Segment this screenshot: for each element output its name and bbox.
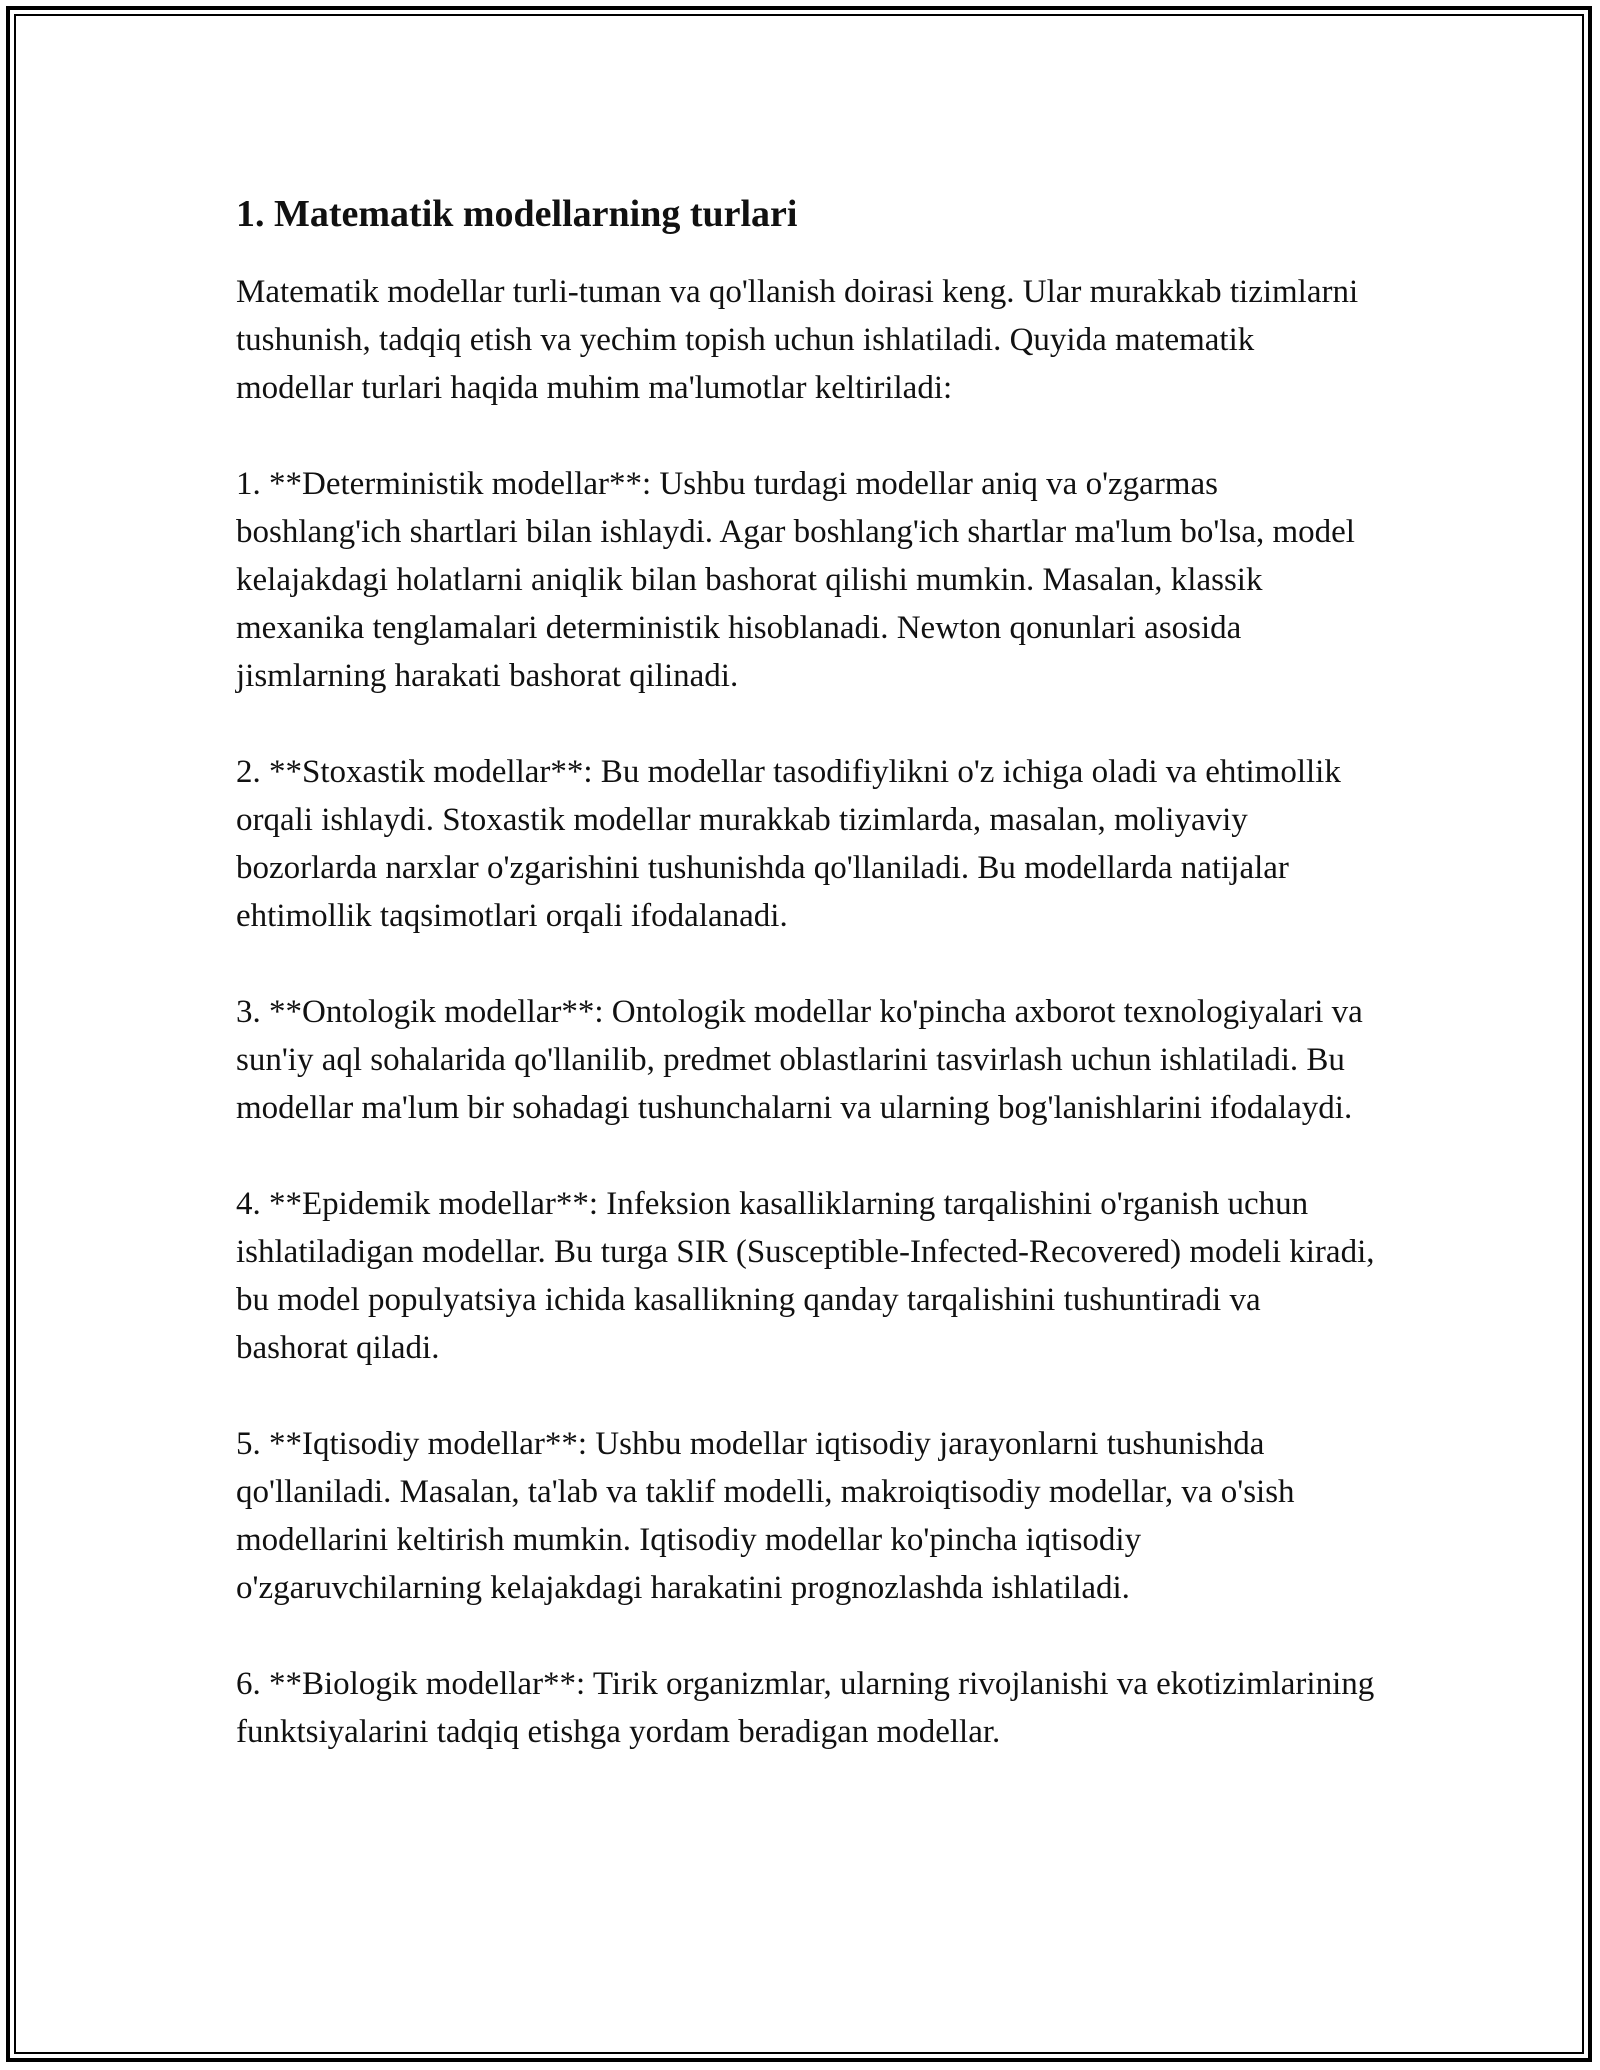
list-item-biological: 6. **Biologik modellar**: Tirik organizmlar, ularning rivojlanishi va ekotizimlarining funktsiyalarini tadqiq etishga yordam beradigan modellar. <box>236 1666 1375 1750</box>
list-item-epidemic: 4. **Epidemik modellar**: Infeksion kasalliklarning tarqalishini o'rganish uchun ishlatiladigan modellar. Bu turga SIR (Susceptible-Infected-Recovered) modeli kiradi, bu model populyatsiya ichida kasallikning qanday tarqalishini tushuntiradi va bashorat qiladi. <box>236 1186 1375 1366</box>
list-item-economic: 5. **Iqtisodiy modellar**: Ushbu modellar iqtisodiy jarayonlarni tushunishda qo'llaniladi. Masalan, ta'lab va taklif modelli, makroiqtisodiy modellar, va o'sish modellarini keltirish mumkin. Iqtisodiy modellar ko'pincha iqtisodiy o'zgaruvchilarning kelajakdagi harakatini prognozlashda ishlatiladi. <box>236 1426 1295 1606</box>
list-item-deterministic: 1. **Deterministik modellar**: Ushbu turdagi modellar aniq va o'zgarmas boshlang'ich shartlari bilan ishlaydi. Agar boshlang'ich shartlar ma'lum bo'lsa, model kelajakdagi holatlarni aniqlik bilan bashorat qilishi mumkin. Masalan, klassik mexanika tenglamalari deterministik hisoblanadi. Newton qonunlari asosida jismlarning harakati bashorat qilinadi. <box>236 466 1355 694</box>
list-item-stochastic: 2. **Stoxastik modellar**: Bu modellar tasodifiylikni o'z ichiga oladi va ehtimollik orqali ishlaydi. Stoxastik modellar murakkab tizimlarda, masalan, moliyaviy bozorlarda narxlar o'zgarishini tushunishda qo'llaniladi. Bu modellarda natijalar ehtimollik taqsimotlari orqali ifodalanadi. <box>236 754 1341 934</box>
list-item-ontological: 3. **Ontologik modellar**: Ontologik modellar ko'pincha axborot texnologiyalari va sun'iy aql sohalarida qo'llanilib, predmet oblastlarini tasvirlash uchun ishlatiladi. Bu modellar ma'lum bir sohadagi tushunchalarni va ularning bog'lanishlarini ifodalaydi. <box>236 994 1363 1126</box>
page-title: 1. Matematik modellarning turlari <box>236 193 798 235</box>
intro-paragraph: Matematik modellar turli-tuman va qo'llanish doirasi keng. Ular murakkab tizimlarni tushunish, tadqiq etish va yechim topish uchun ishlatiladi. Quyida matematik modellar turlari haqida muhim ma'lumotlar keltiriladi: <box>236 274 1359 406</box>
document-body <box>236 186 1376 1804</box>
